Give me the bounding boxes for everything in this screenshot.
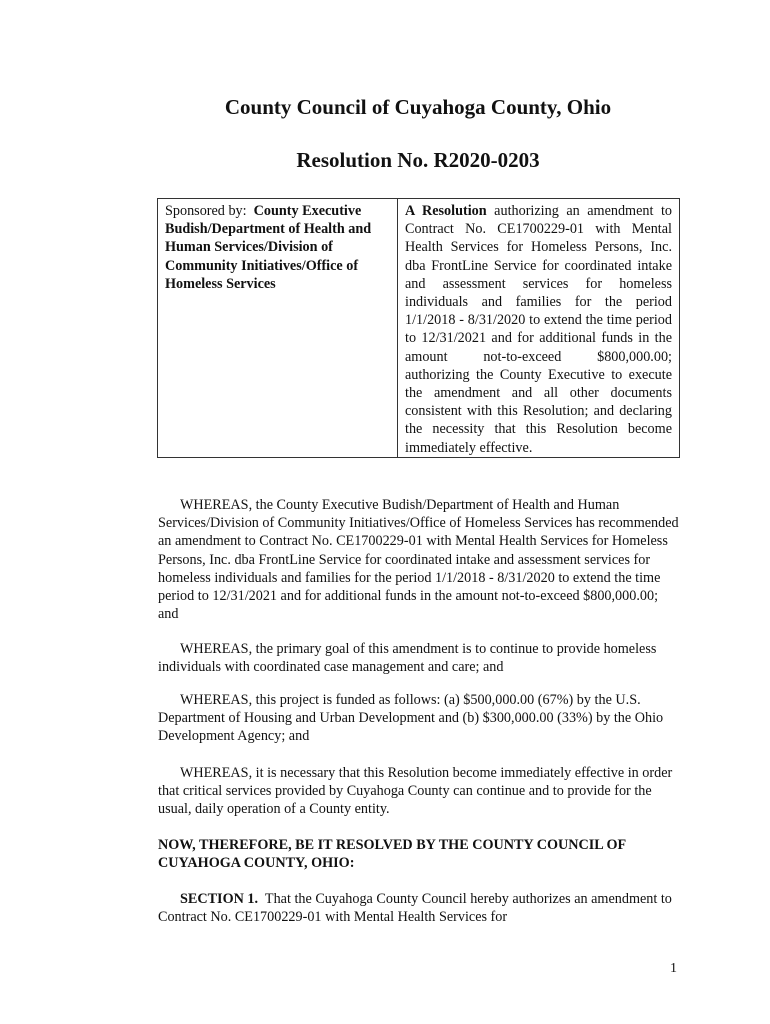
section-1-text: That the Cuyahoga County Council hereby authorizes an amendment to Contract No. CE1700229-01 with Mental Health Services for (158, 891, 672, 926)
page-number: 1 (670, 961, 677, 976)
resolution-summary-cell (398, 199, 680, 458)
sponsor-cell (158, 199, 398, 458)
whereas-paragraph-4: WHEREAS, it is necessary that this Resolution become immediately effective in order that critical services provided by Cuyahoga County can continue and to provide for the usual, daily operation of a County entity. (158, 765, 673, 818)
whereas-paragraph-1: WHEREAS, the County Executive Budish/Department of Health and Human Services/Division of Community Initiatives/Office of Homeless Services has recommended an amendment to Contract No. CE1700229-01 with Mental Health Services for Homeless Persons, Inc. dba FrontLine Service for coordinated intake and assessment services for homeless individuals and families for the period 1/1/2018 - 8/31/2020 to extend the time period to 12/31/2021 and for additional funds in the amount not-to-exceed $800,000.00; and (158, 497, 679, 623)
section-1-paragraph (158, 890, 680, 926)
section-1-label: SECTION 1. (180, 891, 259, 907)
resolution-summary: authorizing an amendment to Contract No. CE1700229-01 with Mental Health Services for Homeless Persons, Inc. dba FrontLine Service for coordinated intake and assessment services for homeless individuals and families for the period 1/1/2018 - 8/31/2020 to extend the time period to 12/31/2021 and for additional funds in the amount not-to-exceed $800,000.00; authorizing the County Executive to execute the amendment and all other documents consistent with this Resolution; and declaring the necessity that this Resolution become immediately effective. (405, 203, 672, 456)
whereas-paragraph-3: WHEREAS, this project is funded as follows: (a) $500,000.00 (67%) by the U.S. Department of Housing and Urban Development and (b) $300,000.00 (33%) by the Ohio Development Agency; and (158, 692, 664, 745)
resolution-number: Resolution No. R2020-0203 (296, 148, 540, 172)
resolved-clause: NOW, THEREFORE, BE IT RESOLVED BY THE COUNTY COUNCIL OF CUYAHOGA COUNTY, OHIO: (158, 837, 626, 872)
sponsor-prefix: Sponsored by: (165, 203, 247, 219)
sponsor-table (157, 198, 680, 458)
document-title: County Council of Cuyahoga County, Ohio (224, 95, 612, 119)
resolution-label: A Resolution (405, 203, 487, 219)
sponsor-names: County Executive Budish/Department of Health and Human Services/Division of Community Initiatives/Office of Homeless Services (165, 203, 372, 292)
whereas-paragraph-2: WHEREAS, the primary goal of this amendment is to continue to provide homeless individuals with coordinated case management and care; and (158, 641, 657, 676)
